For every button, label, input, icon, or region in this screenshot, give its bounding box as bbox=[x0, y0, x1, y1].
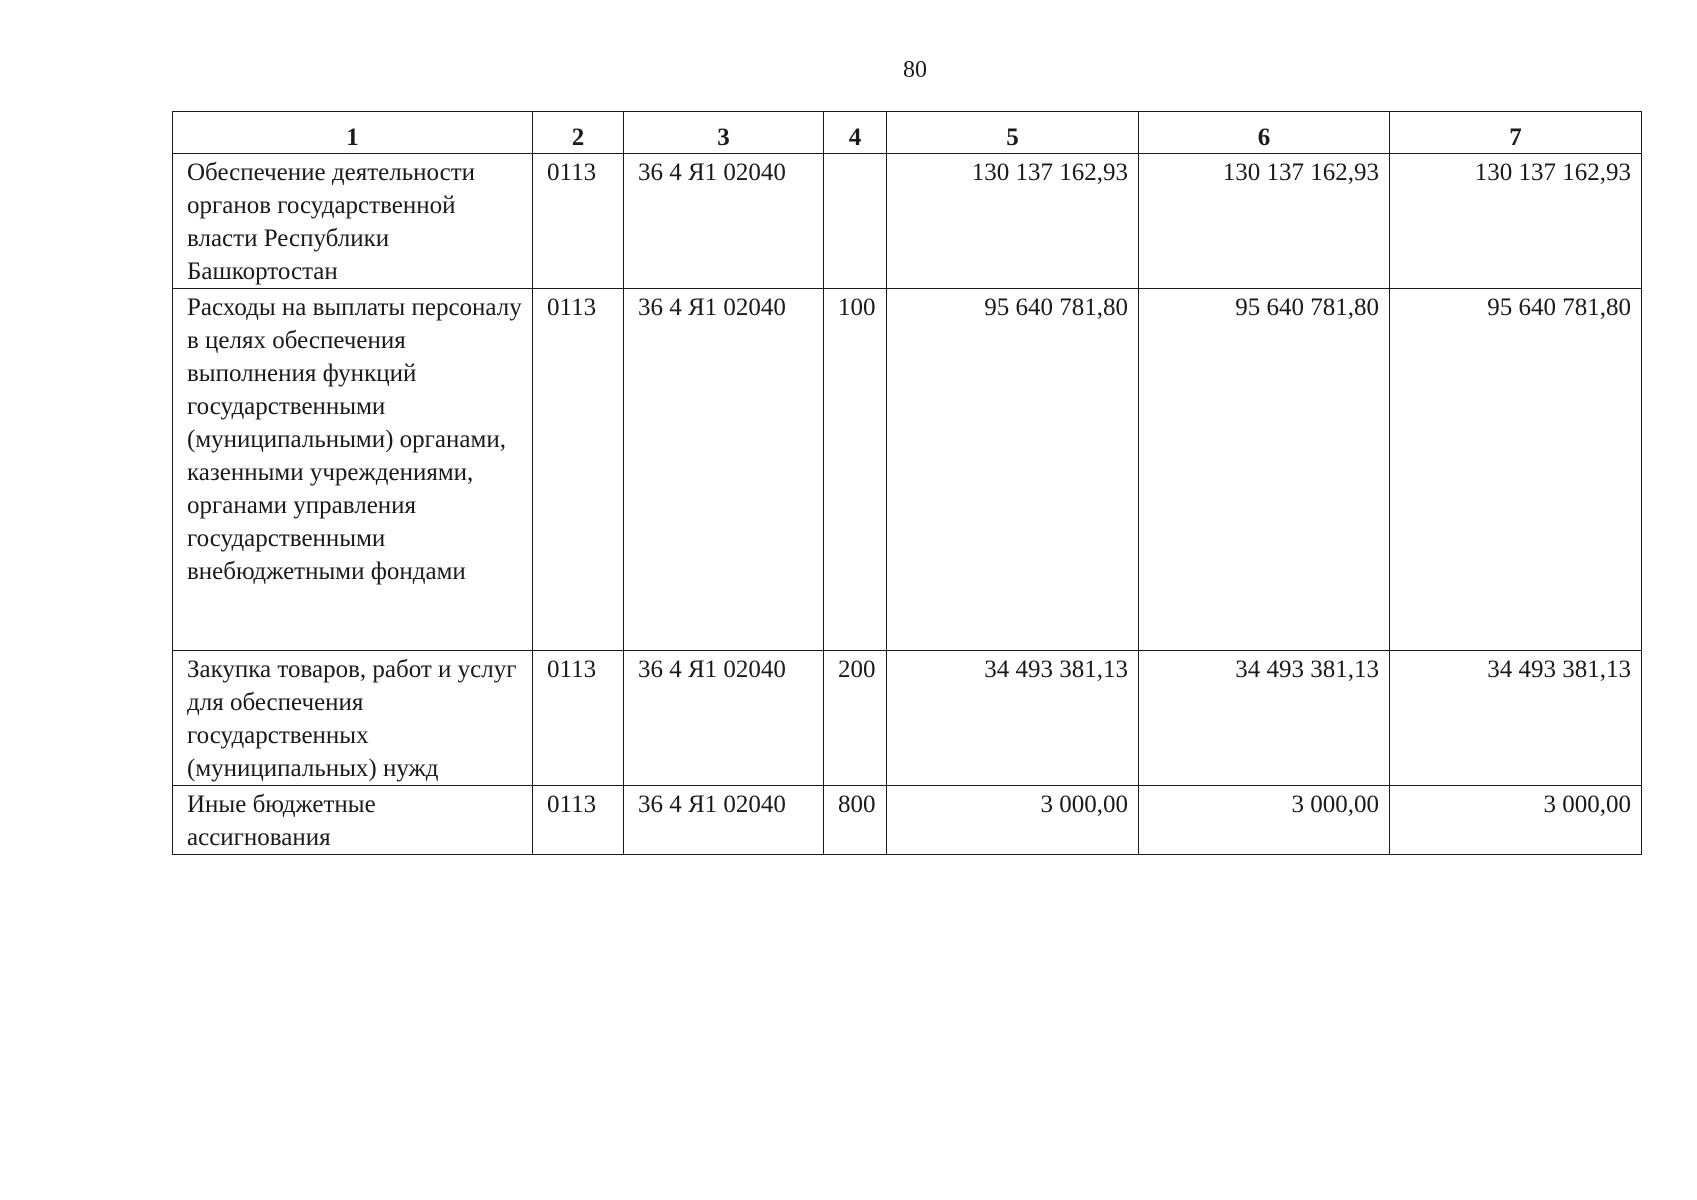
row-amount-5: 3 000,00 bbox=[887, 786, 1139, 855]
row-section: 0113 bbox=[533, 786, 624, 855]
column-header-3: 3 bbox=[624, 112, 824, 154]
column-header-4: 4 bbox=[824, 112, 887, 154]
row-section: 0113 bbox=[533, 651, 624, 786]
row-amount-5: 130 137 162,93 bbox=[887, 154, 1139, 289]
row-name: Расходы на выплаты персоналу в целях обеспечения выполнения функций государственными (муниципальными) органами, казенными учреждениями, органами управления государственными внебюджетными фондами bbox=[173, 289, 533, 651]
row-name: Иные бюджетные ассигнования bbox=[173, 786, 533, 855]
page-number: 80 bbox=[903, 57, 927, 83]
table-row bbox=[173, 289, 1642, 651]
header-row bbox=[173, 112, 1642, 154]
table-row bbox=[173, 154, 1642, 289]
column-header-1: 1 bbox=[173, 112, 533, 154]
column-header-5: 5 bbox=[887, 112, 1139, 154]
row-expense-type: 800 bbox=[824, 786, 887, 855]
table-row bbox=[173, 651, 1642, 786]
row-section: 0113 bbox=[533, 154, 624, 289]
row-target-article: 36 4 Я1 02040 bbox=[624, 651, 824, 786]
budget-table bbox=[172, 111, 1642, 855]
row-name: Закупка товаров, работ и услуг для обеспечения государственных (муниципальных) нужд bbox=[173, 651, 533, 786]
row-expense-type: 200 bbox=[824, 651, 887, 786]
row-target-article: 36 4 Я1 02040 bbox=[624, 289, 824, 651]
column-header-2: 2 bbox=[533, 112, 624, 154]
row-target-article: 36 4 Я1 02040 bbox=[624, 154, 824, 289]
row-amount-6: 34 493 381,13 bbox=[1139, 651, 1390, 786]
row-amount-7: 95 640 781,80 bbox=[1390, 289, 1642, 651]
row-amount-5: 95 640 781,80 bbox=[887, 289, 1139, 651]
row-name: Обеспечение деятельности органов государственной власти Республики Башкортостан bbox=[173, 154, 533, 289]
column-header-6: 6 bbox=[1139, 112, 1390, 154]
row-section: 0113 bbox=[533, 289, 624, 651]
table-row bbox=[173, 786, 1642, 855]
row-amount-6: 130 137 162,93 bbox=[1139, 154, 1390, 289]
row-amount-6: 3 000,00 bbox=[1139, 786, 1390, 855]
row-amount-7: 130 137 162,93 bbox=[1390, 154, 1642, 289]
column-header-7: 7 bbox=[1390, 112, 1642, 154]
row-amount-7: 34 493 381,13 bbox=[1390, 651, 1642, 786]
row-target-article: 36 4 Я1 02040 bbox=[624, 786, 824, 855]
row-expense-type: 100 bbox=[824, 289, 887, 651]
row-amount-5: 34 493 381,13 bbox=[887, 651, 1139, 786]
row-amount-6: 95 640 781,80 bbox=[1139, 289, 1390, 651]
row-expense-type bbox=[824, 154, 887, 289]
row-amount-7: 3 000,00 bbox=[1390, 786, 1642, 855]
